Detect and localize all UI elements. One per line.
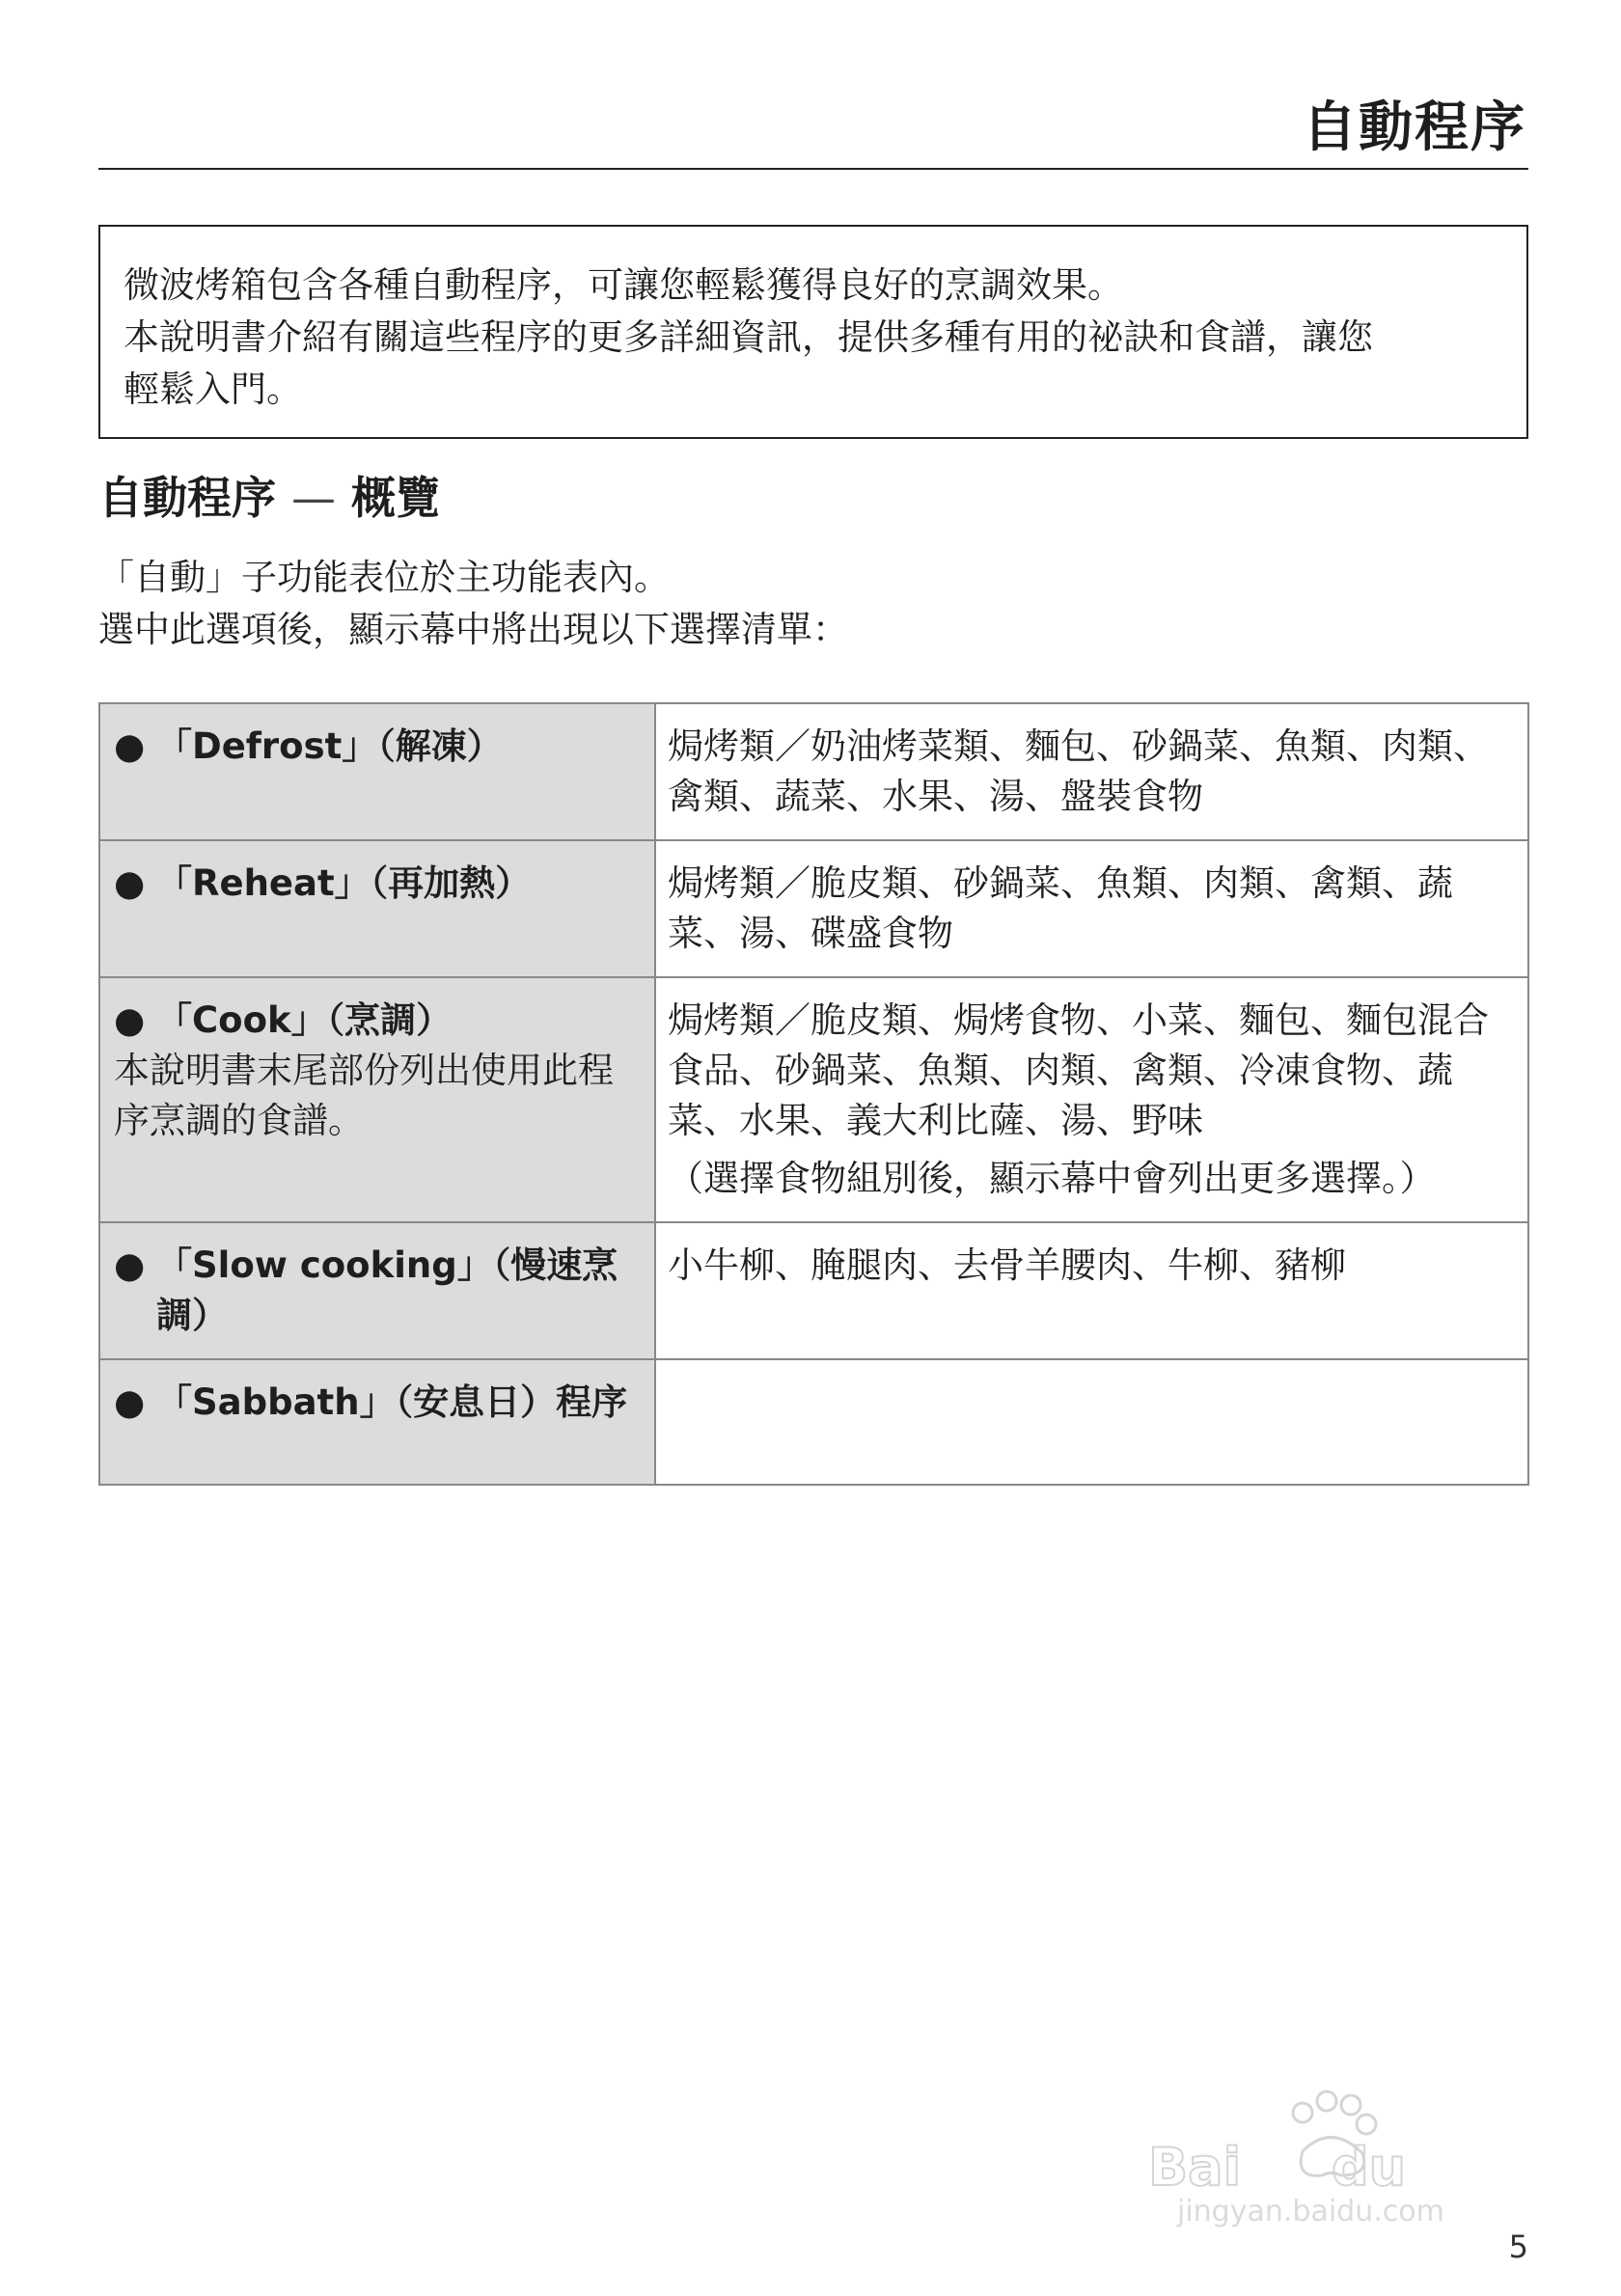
program-name-cell bbox=[99, 1222, 655, 1359]
program-desc-cell bbox=[655, 703, 1528, 840]
bullet-icon: ● bbox=[114, 725, 146, 767]
intro-box bbox=[98, 225, 1528, 439]
program-desc-cell bbox=[655, 977, 1528, 1222]
bullet-icon: ● bbox=[114, 1244, 146, 1286]
program-name bbox=[114, 1241, 645, 1341]
bullet-icon: ● bbox=[114, 862, 146, 904]
table-row bbox=[99, 977, 1528, 1222]
program-table bbox=[98, 702, 1529, 1486]
bullet-icon: ● bbox=[114, 1381, 146, 1423]
program-name-cell bbox=[99, 703, 655, 840]
section-heading bbox=[98, 463, 440, 527]
program-note: 本說明書末尾部份列出使用此程序烹調的食譜。 bbox=[114, 1050, 614, 1141]
program-name bbox=[114, 1378, 645, 1428]
program-label: 「Slow cooking」（慢速烹調） bbox=[156, 1244, 618, 1336]
program-name bbox=[114, 859, 645, 909]
bullet-icon: ● bbox=[114, 999, 146, 1041]
program-name bbox=[114, 722, 645, 772]
program-label: 「Cook」（烹調） bbox=[156, 999, 453, 1041]
program-label: 「Defrost」（解凍） bbox=[156, 725, 503, 767]
baidu-watermark-icon bbox=[1139, 2084, 1505, 2228]
program-desc: 焗烤類／脆皮類、砂鍋菜、魚類、肉類、禽類、蔬菜、湯、碟盛食物 bbox=[668, 862, 1453, 954]
table-row bbox=[99, 1222, 1528, 1359]
svg-text:du: du bbox=[1332, 2137, 1407, 2198]
svg-text:Bai: Bai bbox=[1148, 2137, 1242, 2198]
program-desc-cell bbox=[655, 1222, 1528, 1359]
section-heading-dash: — bbox=[291, 472, 337, 524]
program-name-cell bbox=[99, 977, 655, 1222]
program-extra: （選擇食物組別後，顯示幕中會列出更多選擇。） bbox=[668, 1158, 1436, 1199]
page-title: 自動程序 bbox=[1303, 96, 1526, 159]
page-number: 5 bbox=[1508, 2228, 1528, 2265]
program-name bbox=[114, 996, 645, 1046]
program-label: 「Reheat」（再加熱） bbox=[156, 862, 532, 904]
program-desc: 焗烤類／脆皮類、焗烤食物、小菜、麵包、麵包混合食品、砂鍋菜、魚類、肉類、禽類、冷凍食物、蔬菜、水果、義大利比薩、湯、野味 bbox=[668, 999, 1489, 1141]
section-heading-suffix: 概覽 bbox=[351, 472, 441, 524]
program-desc: 小牛柳、腌腿肉、去骨羊腰肉、牛柳、豬柳 bbox=[668, 1244, 1346, 1286]
intro-line-2: 本說明書介紹有關這些程序的更多詳細資訊，提供多種有用的祕訣和食譜，讓您 bbox=[124, 316, 1373, 358]
program-name-cell bbox=[99, 1359, 655, 1485]
program-name-cell bbox=[99, 840, 655, 977]
overview-lead bbox=[98, 552, 848, 656]
lead-line-2: 選中此選項後，顯示幕中將出現以下選擇清單： bbox=[98, 609, 848, 650]
header-rule bbox=[98, 168, 1528, 170]
intro-line-3: 輕鬆入門。 bbox=[124, 369, 302, 410]
intro-line-1: 微波烤箱包含各種自動程序，可讓您輕鬆獲得良好的烹調效果。 bbox=[124, 264, 1123, 306]
program-desc-cell bbox=[655, 1359, 1528, 1485]
table-row bbox=[99, 840, 1528, 977]
program-label: 「Sabbath」（安息日）程序 bbox=[156, 1381, 628, 1423]
table-row bbox=[99, 1359, 1528, 1485]
svg-text:jingyan.baidu.com: jingyan.baidu.com bbox=[1177, 2195, 1444, 2228]
program-desc: 焗烤類／奶油烤菜類、麵包、砂鍋菜、魚類、肉類、禽類、蔬菜、水果、湯、盤裝食物 bbox=[668, 725, 1489, 817]
table-row bbox=[99, 703, 1528, 840]
program-desc-cell bbox=[655, 840, 1528, 977]
section-heading-main: 自動程序 bbox=[98, 472, 276, 524]
lead-line-1: 「自動」子功能表位於主功能表內。 bbox=[98, 557, 670, 598]
